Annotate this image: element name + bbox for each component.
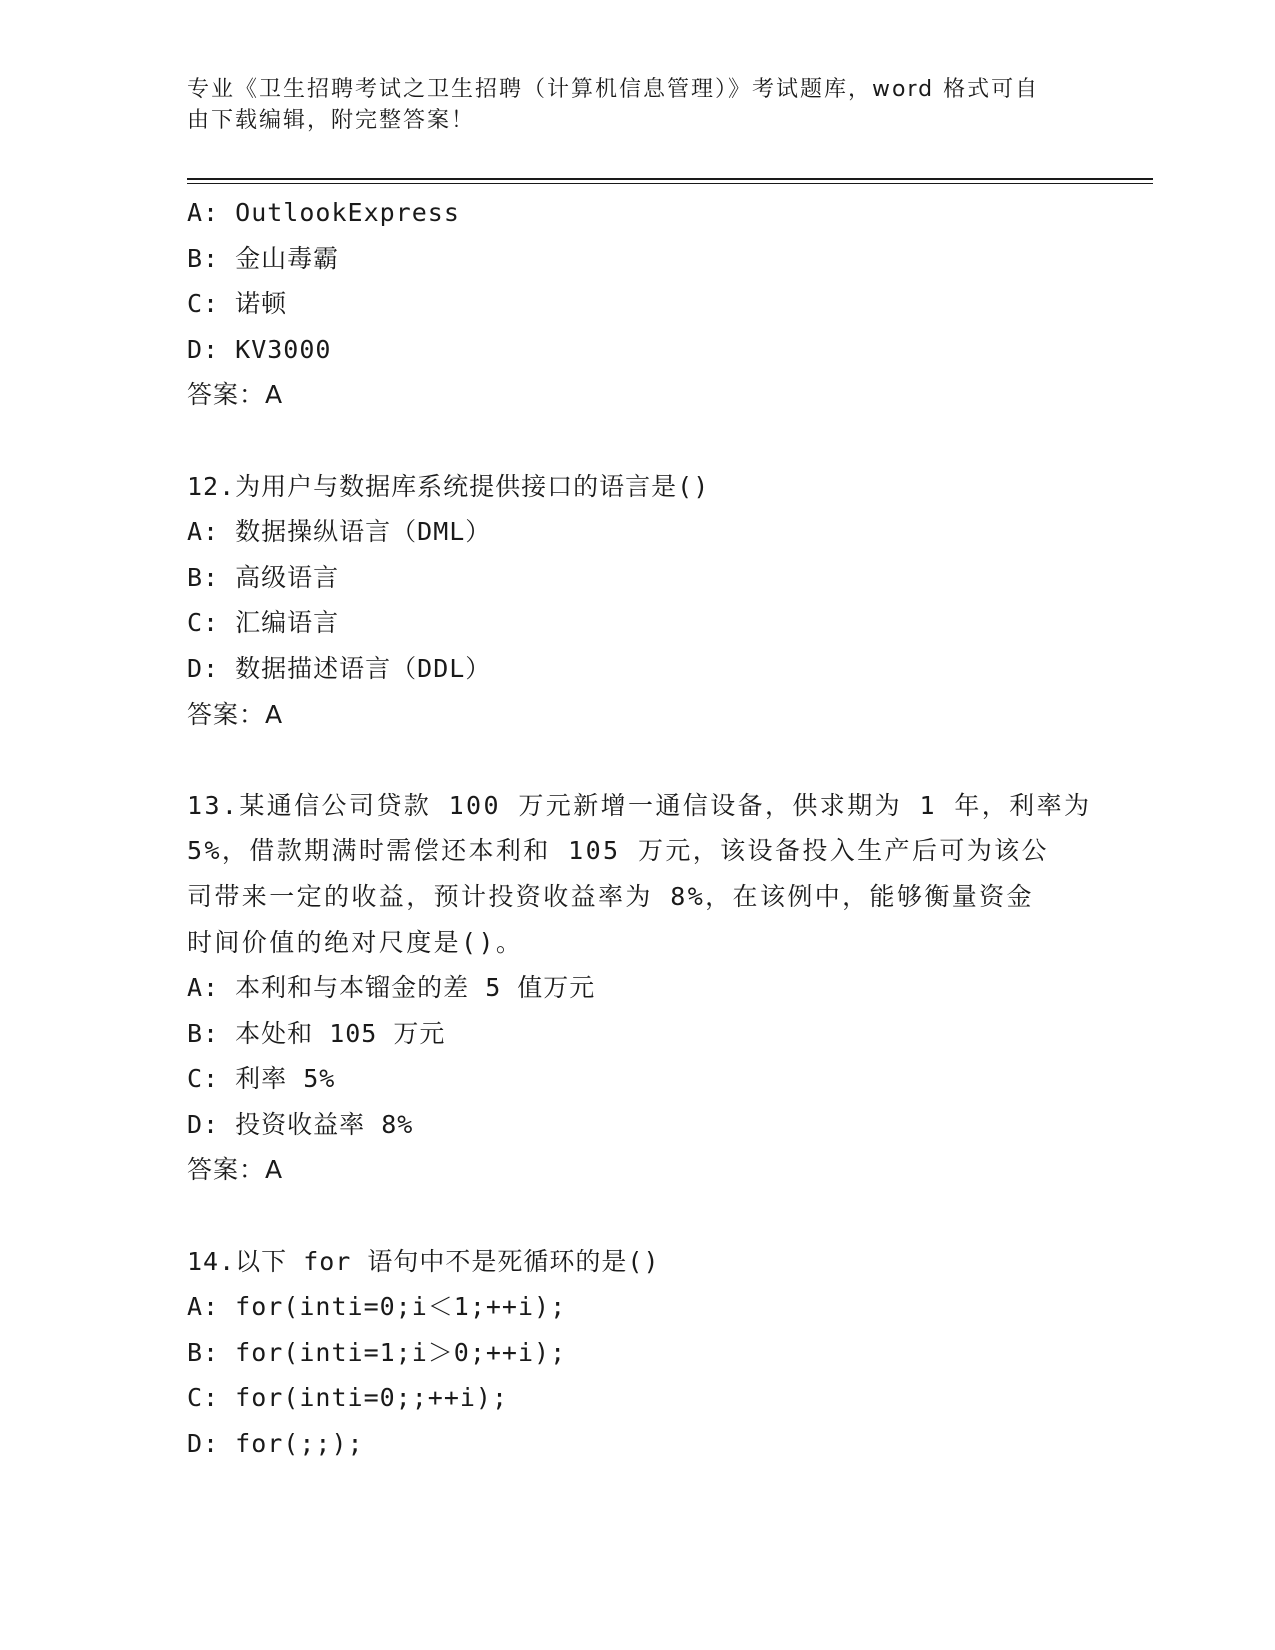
header-line-2: 由下载编辑，附完整答案！ [187, 108, 476, 133]
option-a: A: for(inti=0;i＜1;++i); [187, 1292, 567, 1322]
question-stem-line: 司带来一定的收益，预计投资收益率为 8%，在该例中，能够衡量资金 [187, 881, 1034, 911]
option-a: A: OutlookExpress [187, 198, 460, 227]
option-d: D: 投资收益率 8% [187, 1109, 414, 1139]
spacer [187, 418, 1087, 464]
option-b: B: for(inti=1;i＞0;++i); [187, 1337, 567, 1367]
question-stem-line: 时间价值的绝对尺度是()。 [187, 927, 524, 957]
option-b: B: 金山毒霸 [187, 243, 340, 273]
page-header [187, 74, 1067, 136]
option-b: B: 本处和 105 万元 [187, 1018, 446, 1048]
question-stem: 14.以下 for 语句中不是死循环的是() [187, 1246, 660, 1276]
spacer [187, 737, 1087, 783]
option-b: B: 高级语言 [187, 562, 340, 592]
header-line-1: 专业《卫生招聘考试之卫生招聘（计算机信息管理）》考试题库，word 格式可自 [187, 77, 1040, 102]
question-stem: 12.为用户与数据库系统提供接口的语言是() [187, 471, 710, 501]
question-list [187, 190, 1092, 1467]
option-c: C: for(inti=0;;++i); [187, 1383, 509, 1413]
question-11 [187, 190, 1087, 418]
option-d: D: KV3000 [187, 334, 332, 364]
spacer [187, 1193, 1087, 1239]
answer: 答案：A [187, 699, 284, 729]
option-c: C: 诺顿 [187, 289, 288, 319]
answer: 答案：A [187, 1155, 284, 1185]
question-stem-line: 13.某通信公司贷款 100 万元新增一通信设备，供求期为 1 年，利率为 [187, 790, 1092, 820]
question-14 [187, 1239, 1087, 1467]
option-d: D: for(;;); [187, 1429, 364, 1459]
option-a: A: 数据操纵语言（DML） [187, 517, 492, 547]
question-12 [187, 464, 1087, 738]
option-a: A: 本利和与本镏金的差 5 值万元 [187, 973, 596, 1003]
answer: 答案：A [187, 380, 284, 410]
option-c: C: 利率 5% [187, 1064, 336, 1094]
question-stem-line: 5%，借款期满时需偿还本利和 105 万元，该设备投入生产后可为该公 [187, 836, 1049, 866]
option-d: D: 数据描述语言（DDL） [187, 653, 492, 683]
option-c: C: 汇编语言 [187, 608, 340, 638]
question-13 [187, 783, 1092, 1193]
header-divider [187, 178, 1153, 184]
